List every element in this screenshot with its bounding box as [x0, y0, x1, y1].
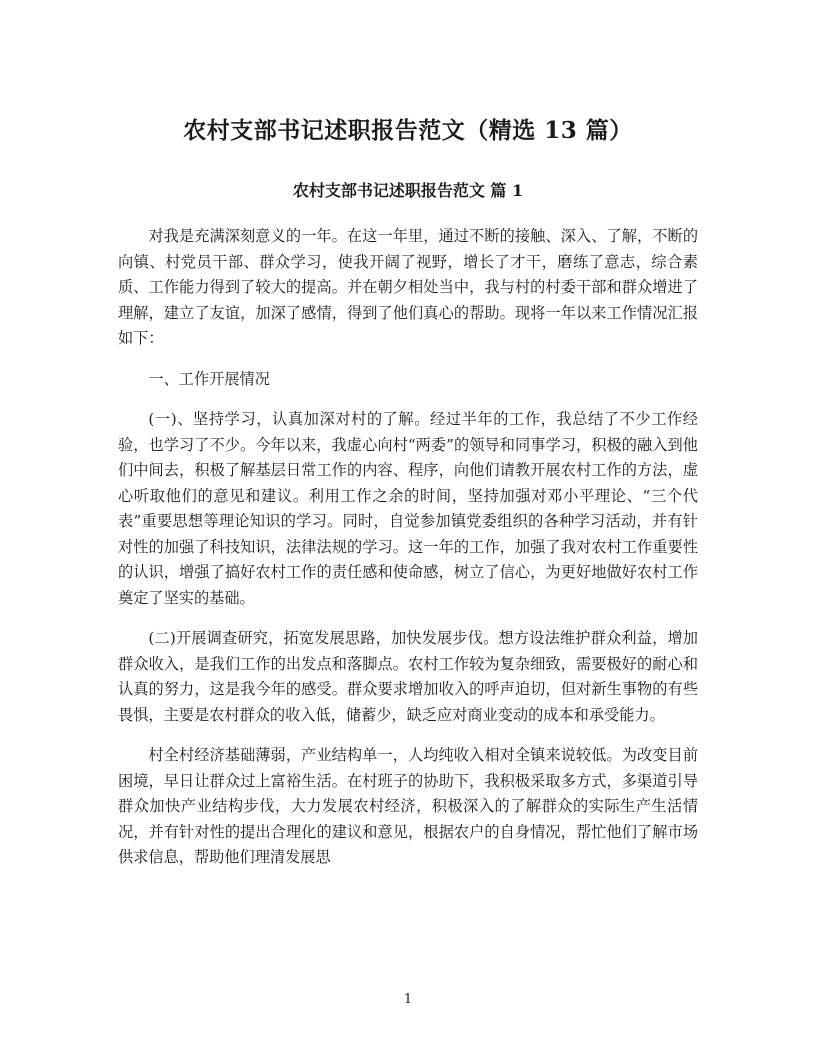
document-title: 农村支部书记述职报告范文（精选 13 篇）	[183, 117, 633, 144]
paragraph-heading-work: 一、工作开展情况	[148, 369, 270, 388]
paragraph-economy: 村全村经济基础薄弱，产业结构单一，人均纯收入相对全镇来说较低。为改变目前困境，早日让群众过上富裕生活。在村班子的协助下，我积极采取多方式，多渠道引导群众加快产业结构步伐，大力发展农村经济，积极深入的了解群众的实际生产生活情况，并有针对性的提出合理化的建议和意见，根据农户的自身情况，帮忙他们了解市场供求信息，帮助他们理清发展思	[118, 746, 698, 866]
page-number: 1	[403, 992, 413, 1007]
paragraph-study: (一)、坚持学习，认真加深对村的了解。经过半年的工作，我总结了不少工作经验，也学习了不少。今年以来，我虚心向村“两委”的领导和同事学习，积极的融入到他们中间去，积极了解基层日常工作的内容、程序，向他们请教开展农村工作的方法，虚心听取他们的意见和建议。利用工作之余的时间，坚持加强对邓小平理论、“三个代表”重要思想等理论知识的学习。同时，自觉参加镇党委组织的各种学习活动，并有针对性的加强了科技知识，法律法规的学习。这一年的工作，加强了我对农村工作重要性的认识，增强了搞好农村工作的责任感和使命感，树立了信心，为更好地做好农村工作奠定了坚实的基础。	[118, 410, 698, 607]
paragraph-research: (二)开展调查研究，拓宽发展思路，加快发展步伐。想方设法维护群众利益，增加群众收入，是我们工作的出发点和落脚点。农村工作较为复杂细致，需要极好的耐心和认真的努力，这是我今年的感受。群众要求增加收入的呼声迫切，但对新生事物的有些畏惧，主要是农村群众的收入低，储蓄少，缺乏应对商业变动的成本和承受能力。	[118, 629, 698, 724]
document-body	[118, 224, 698, 886]
section-title: 农村支部书记述职报告范文 篇 1	[292, 181, 524, 200]
paragraph-intro: 对我是充满深刻意义的一年。在这一年里，通过不断的接触、深入、了解，不断的向镇、村党员干部、群众学习，使我开阔了视野，增长了才干，磨练了意志，综合素质、工作能力得到了较大的提高。并在朝夕相处当中，我与村的村委干部和群众增进了理解，建立了友谊，加深了感情，得到了他们真心的帮助。现将一年以来工作情况汇报如下：	[118, 227, 698, 347]
